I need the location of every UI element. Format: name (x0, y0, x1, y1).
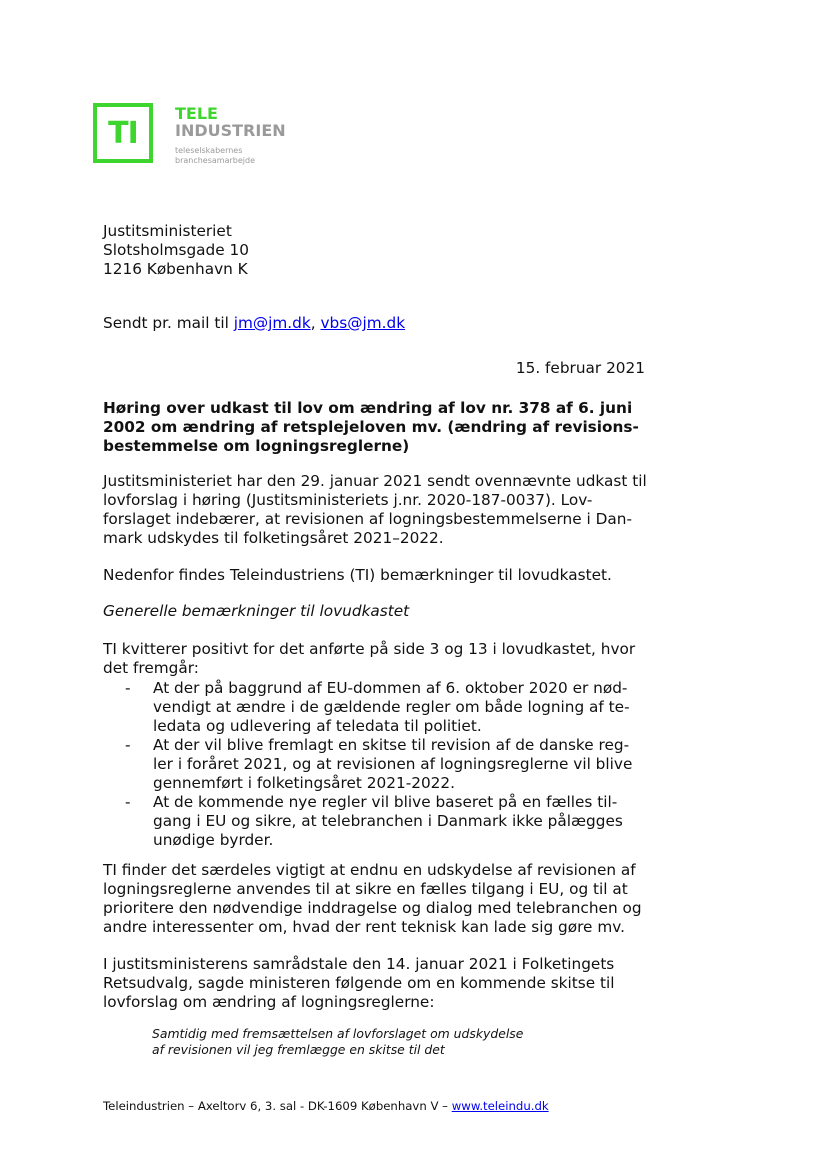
footer-address: Teleindustrien – Axeltorv 6, 3. sal - DK-1609 København V – (103, 1099, 452, 1113)
recipient-address (103, 222, 648, 279)
email-link-jm[interactable]: jm@jm.dk (233, 314, 311, 332)
logo-tele-text: TELE (175, 104, 218, 123)
bullet-list (103, 679, 648, 850)
bullet-text: At der på baggrund af EU-dommen af 6. oktober 2020 er nød-vendigt at ændre i de gældende regler om både logning af te-ledata og udlevering af teledata til politiet. (153, 679, 630, 735)
ti-logo-mark (93, 103, 153, 163)
bullet-text: At de kommende nye regler vil blive baseret på en fælles til-gang i EU og sikre, at telebranchen i Danmark ikke pålægges unødige byrder. (153, 793, 623, 849)
logo-industrien-text: INDUSTRIEN (175, 121, 286, 140)
bullet-text: At der vil blive fremlagt en skitse til revision af de danske reg-ler i foråret 2021, og at revisionen af logningsreglerne vil blive gennemført i folketingsåret 2021-2022. (153, 736, 633, 792)
section-heading-general-remarks: Generelle bemærkninger til lovudkastet (103, 602, 410, 620)
email-separator: , (310, 314, 321, 332)
letter-title: Høring over udkast til lov om ændring af lov nr. 378 af 6. juni 2002 om ændring af retsplejeloven mv. (ændring af revisions-bestemmelse om logningsreglerne) (103, 399, 639, 455)
ti-logo-letters: TI (108, 115, 138, 151)
list-item (103, 736, 648, 793)
page-footer (103, 1099, 549, 1114)
recipient-city: 1216 København K (103, 260, 248, 278)
bullet-dash: - (125, 679, 131, 697)
paragraph-remarks-intro: Nedenfor findes Teleindustriens (TI) bemærkninger til lovudkastet. (103, 566, 612, 584)
sent-by-mail-line (103, 314, 648, 333)
logo-subtitle (175, 146, 255, 166)
quote-line2: af revisionen vil jeg fremlægge en skitse til det (152, 1042, 445, 1057)
email-link-vbs[interactable]: vbs@jm.dk (320, 314, 406, 332)
paragraph-importance: TI finder det særdeles vigtigt at endnu en udskydelse af revisionen af logningsreglerne anvendes til at sikre en fælles tilgang i EU, og til at prioritere den nødvendige inddragelse og dialog med telebranchen og andre interessenter om, hvad der rent teknisk kan lade sig gøre mv. (103, 861, 642, 936)
minister-quote (152, 1026, 572, 1058)
bullet-dash: - (125, 793, 131, 811)
list-item (103, 679, 648, 736)
list-item (103, 793, 648, 850)
bullet-dash: - (125, 736, 131, 754)
paragraph-minister-speech: I justitsministerens samrådstale den 14. januar 2021 i Folketingets Retsudvalg, sagde ministeren følgende om en kommende skitse til lovforslag om ændring af logningsreglerne: (103, 955, 615, 1011)
paragraph-intro: Justitsministeriet har den 29. januar 2021 sendt ovennævnte udkast til lovforslag i høring (Justitsministeriets j.nr. 2020-187-0037). Lov-forslaget indebærer, at revisionen af logningsbestemmelserne i Dan-mark udskydes til folketingsåret 2021–2022. (103, 472, 647, 547)
quote-line1: Samtidig med fremsættelsen af lovforslaget om udskydelse (152, 1026, 524, 1041)
footer-website-link[interactable]: www.teleindu.dk (451, 1099, 549, 1113)
letter-date: 15. februar 2021 (515, 359, 645, 377)
logo-subtitle-line2: branchesamarbejde (175, 156, 256, 165)
recipient-name: Justitsministeriet (103, 222, 232, 240)
paragraph-positive-acknowledgement: TI kvitterer positivt for det anførte på side 3 og 13 i lovudkastet, hvor det fremgår: (103, 640, 636, 677)
teleindustrien-logo (93, 103, 293, 173)
recipient-street: Slotsholmsgade 10 (103, 241, 249, 259)
logo-subtitle-line1: teleselskabernes (175, 146, 243, 155)
sent-prefix: Sendt pr. mail til (103, 314, 234, 332)
